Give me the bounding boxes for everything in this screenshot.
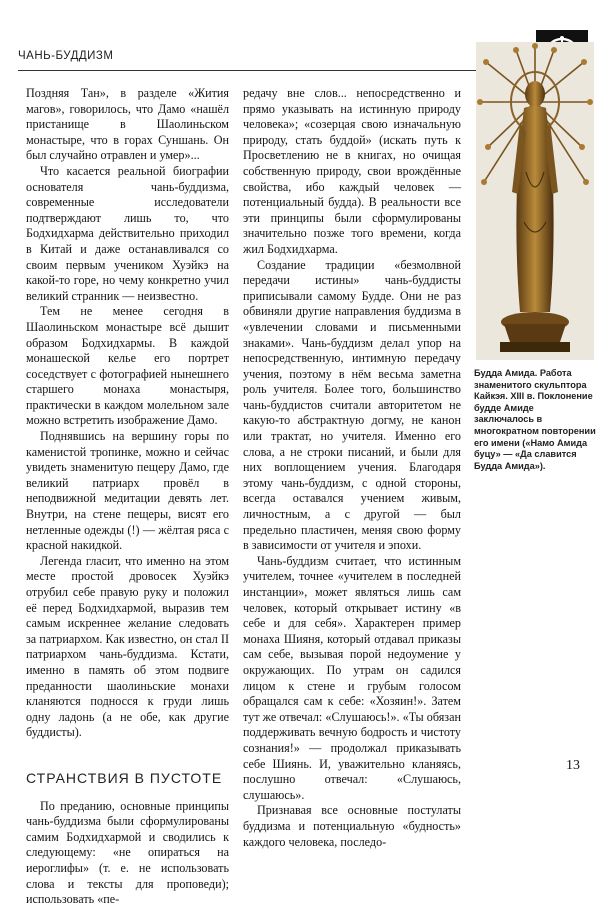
figure-caption: Будда Амида. Работа знаменитого скульптора Кайкэя. XIII в. Поклонение будде Амиде заключалось в многократном повторении его имени («Намо Амида буцу» — «Да славится Будда Амида»). [474,368,596,471]
paragraph: Признавая все основные постулаты буддизма и потенциальную «будность» каждого человека, последо- [243,803,461,849]
section-heading: СТРАНСТВИЯ В ПУСТОТЕ [26,769,223,786]
paragraph: Что касается реальной биографии основателя чань-буддизма, современные исследователи подтверждают лишь то, что Бодхидхарма действительно приходил в Китай и даже останавливался со своим первым учеником Хуэйкэ на какой-то горе, но чему конкретно учил великий странник — неизвестно. [26,163,229,303]
paragraph: Тем не менее сегодня в Шаолиньском монастыре всё дышит образом Бодхидхармы. В каждой монашеской келье его портрет соседствует с фотографией нынешнего старшего монаха монастыря, практически в каждом молельном зале можно встретить изображение Дамо. [26,304,229,428]
paragraph: редачу вне слов... непосредственно и прямо указывать на истинную природу человека»; «созерцая свою изначальную природу, стать буддой» (искать путь к Просветлению не в книгах, но очищая собственную природу, свои врождённые свойства, ибо каждый человек — потенциальный будда). В реальности все эти принципы были сформулированы значительно позже того времени, когда жил Бодхидхарма. [243,86,461,256]
paragraph: Создание традиции «безмолвной передачи истины» чань-буддисты приписывали самому Будде. Они не раз обвиняли другие направления буддизма в «увлечении словами и письменными знаками». Чань-буддизм делал упор на непосредственную, интимную передачу учения, поэтому в нём весьма заметна роль учителя. Более того, большинство чань-буддистов считали авторитетом не какую-то абстрактную догму, не канон или трактат, но учителя. Именно его слова, а не строки писаний, и были для них воплощением учения. Благодаря этому чань-буддизм, с одной стороны, всегда оставался учением живым, личностным, а с другой — был предельно пластичен, меняя свою форму в зависимости от учителя и эпохи. [243,257,461,553]
buddha-amida-statue-image [476,42,594,360]
paragraph: По преданию, основные принципы чань-буддизма были сформулированы самим Бодхидхармой и сводились к следующему: «не опираться на иероглифы» (т. е. не использовать слова и тексты для проповеди); использовать «пе- [26,798,229,907]
paragraph: Легенда гласит, что именно на этом месте простой дровосек Хуэйкэ отрубил себе правую руку и положил её перед Бодхидхармой, выразив тем самым искреннее желание следовать за патриархом. Как известно, он стал II патриархом чань-буддизма. Кстати, именно в память об этом подвиге преданности шаолиньские монахи кланяются подносся к груди лишь одну ладонь (а не обе, как другие буддисты). [26,553,229,740]
right-column [243,86,461,850]
paragraph: Поздняя Тан», в разделе «Жития магов», говорилось, что Дамо «нашёл пристанище в Шаолиньском монастыре, что в горах Суншань. Он был случайно отравлен и умер»... [26,86,229,163]
paragraph: Чань-буддизм считает, что истинным учителем, точнее «учителем в последней инстанции», может являться лишь сам человек, который открывает истину «в себе и для себя». Характерен пример монаха Шияня, который отдавал приказы сам себе, вызывая порой недоумение у окружающих. По утрам он садился лицом к стене и грубым голосом обращался сам к себе: «Хозяин!». Затем тут же отвечал: «Слушаюсь!». «Ты обязан поддерживать вечную бодрость и чистоту сознания!» — продолжал приказывать себе Шиянь. И, уважительно кланяясь, послушно отвечал: «Слушаюсь, слушаюсь». [243,553,461,802]
paragraph: Поднявшись на вершину горы по каменистой тропинке, можно и сейчас увидеть знаменитую пещеру Дамо, где великий патриарх провёл в неподвижной медитации девять лет. Внутри, на стене пещеры, висят его нетленные одежды (!) — жёлтая ряса с красной накидкой. [26,429,229,553]
page-number: 13 [566,758,580,773]
running-header: ЧАНЬ-БУДДИЗМ [18,50,114,62]
left-column [26,86,229,908]
header-rule [18,70,528,71]
